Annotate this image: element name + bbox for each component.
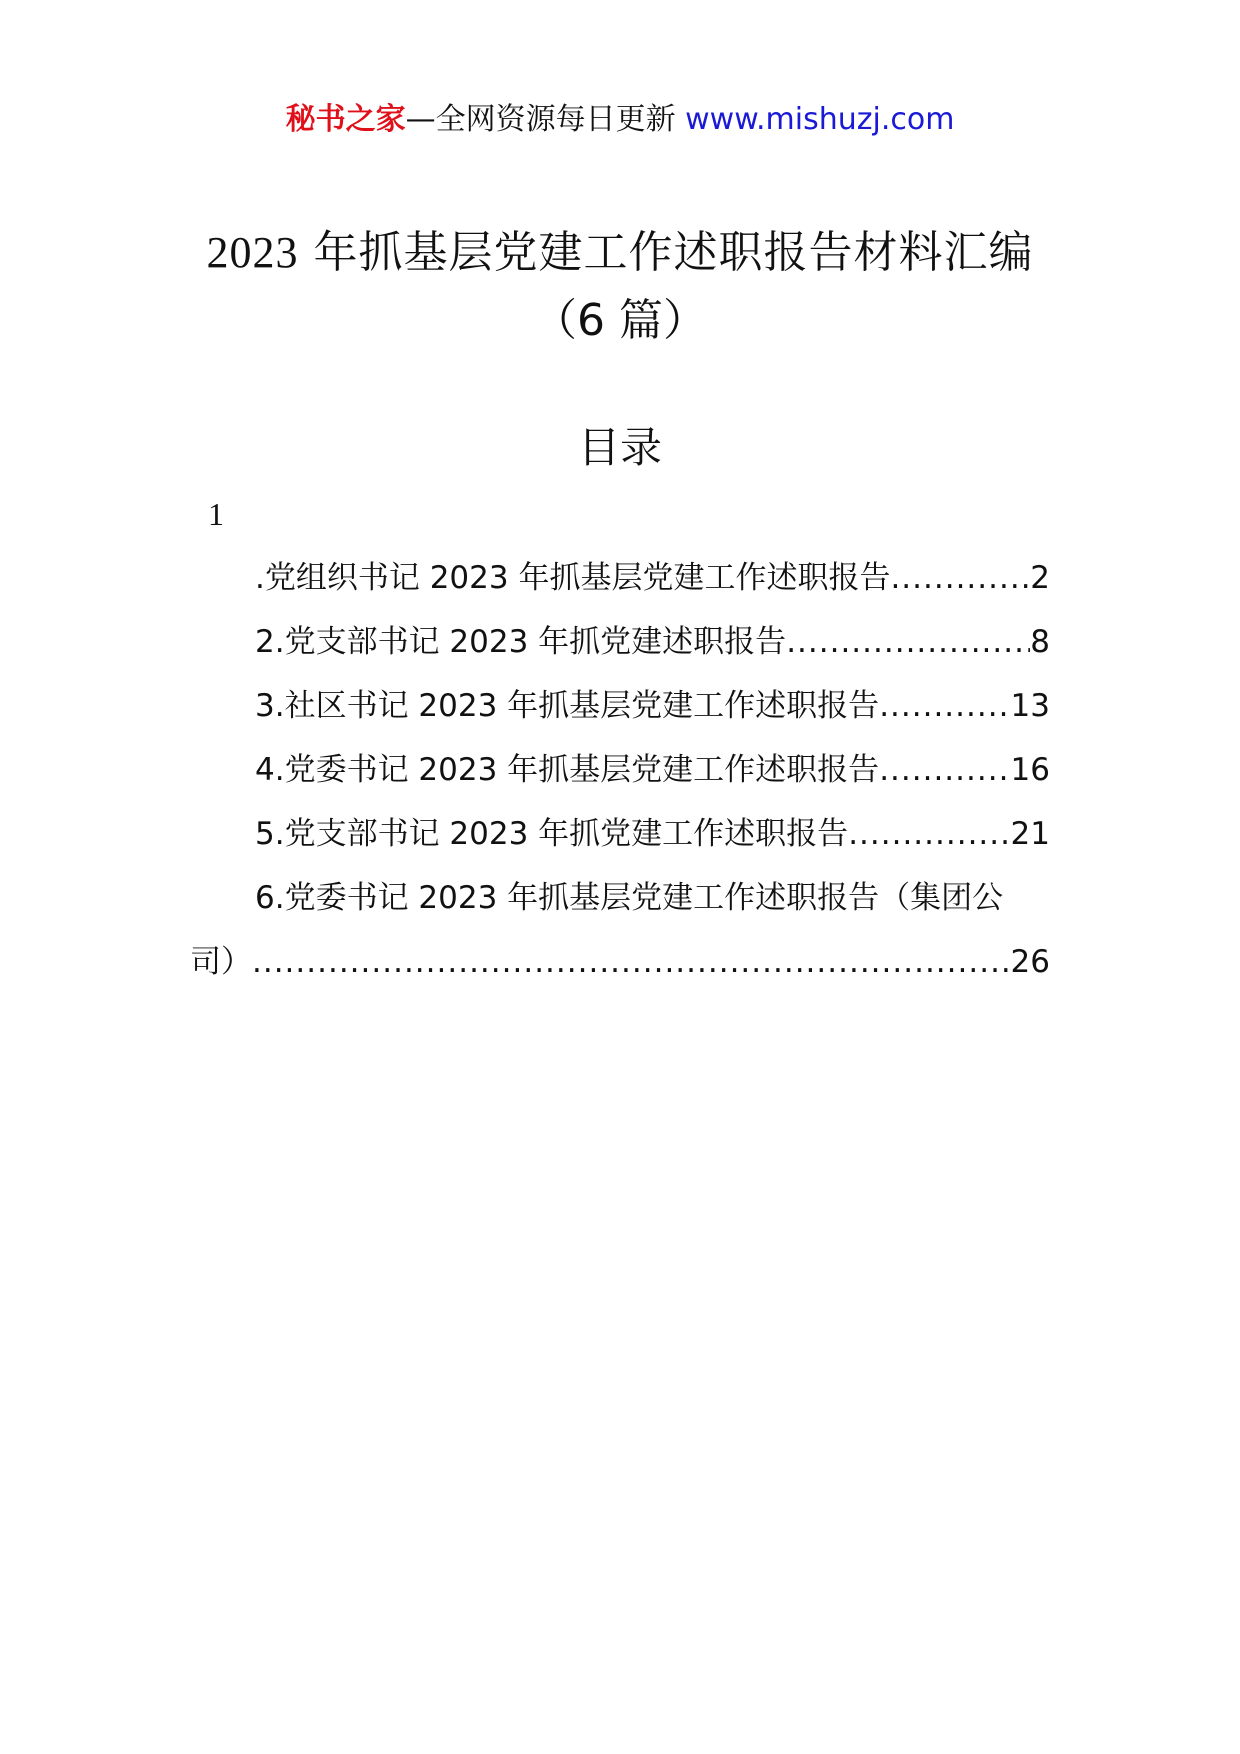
toc-entry-title: 2.党支部书记 2023 年抓党建述职报告	[255, 624, 787, 660]
toc-entry-title: 4.党委书记 2023 年抓基层党建工作述职报告	[255, 752, 880, 788]
toc-entry-title-line2: 司）	[190, 944, 252, 980]
toc-entry-title: 3.社区书记 2023 年抓基层党建工作述职报告	[255, 688, 880, 724]
toc-entry-6[interactable]	[190, 876, 1050, 1004]
site-url-link[interactable]: www.mishuzj.com	[685, 102, 955, 137]
toc-leader	[879, 748, 1010, 792]
toc-entry-title-line1: 6.党委书记 2023 年抓基层党建工作述职报告（集团公	[255, 880, 1004, 916]
document-title-count: （6 篇）	[533, 295, 707, 346]
toc-heading: 目录	[577, 423, 662, 472]
toc-page-number: 2	[1030, 560, 1050, 596]
site-brand: 秘书之家	[285, 102, 406, 137]
toc-page-number: 16	[1010, 752, 1050, 788]
toc-page-number: 21	[1010, 816, 1050, 852]
toc-entry-4[interactable]	[190, 748, 1050, 812]
toc-leader	[786, 620, 1030, 664]
toc-leader	[252, 940, 1011, 984]
toc-stray-number: 1	[208, 496, 224, 532]
toc-entry-1[interactable]	[190, 556, 1050, 620]
toc-leader	[890, 556, 1030, 600]
toc-page-number: 26	[1010, 944, 1050, 980]
site-header	[0, 100, 1240, 140]
toc-leader	[879, 684, 1010, 728]
toc-page-number: 13	[1010, 688, 1050, 724]
site-slogan: —全网资源每日更新	[405, 102, 686, 137]
toc-entry-5[interactable]	[190, 812, 1050, 876]
toc-entry-title: .党组织书记 2023 年抓基层党建工作述职报告	[255, 560, 891, 596]
toc-entry-3[interactable]	[190, 684, 1050, 748]
toc-entry-title: 5.党支部书记 2023 年抓党建工作述职报告	[255, 816, 849, 852]
toc-page-number: 8	[1030, 624, 1050, 660]
title-main: 年抓基层党建工作述职报告材料汇编	[298, 227, 1034, 278]
toc-entry-2[interactable]	[190, 620, 1050, 684]
document-title	[0, 224, 1240, 282]
title-year: 2023	[206, 228, 299, 277]
toc-list	[190, 556, 1050, 1004]
toc-leader	[848, 812, 1010, 856]
